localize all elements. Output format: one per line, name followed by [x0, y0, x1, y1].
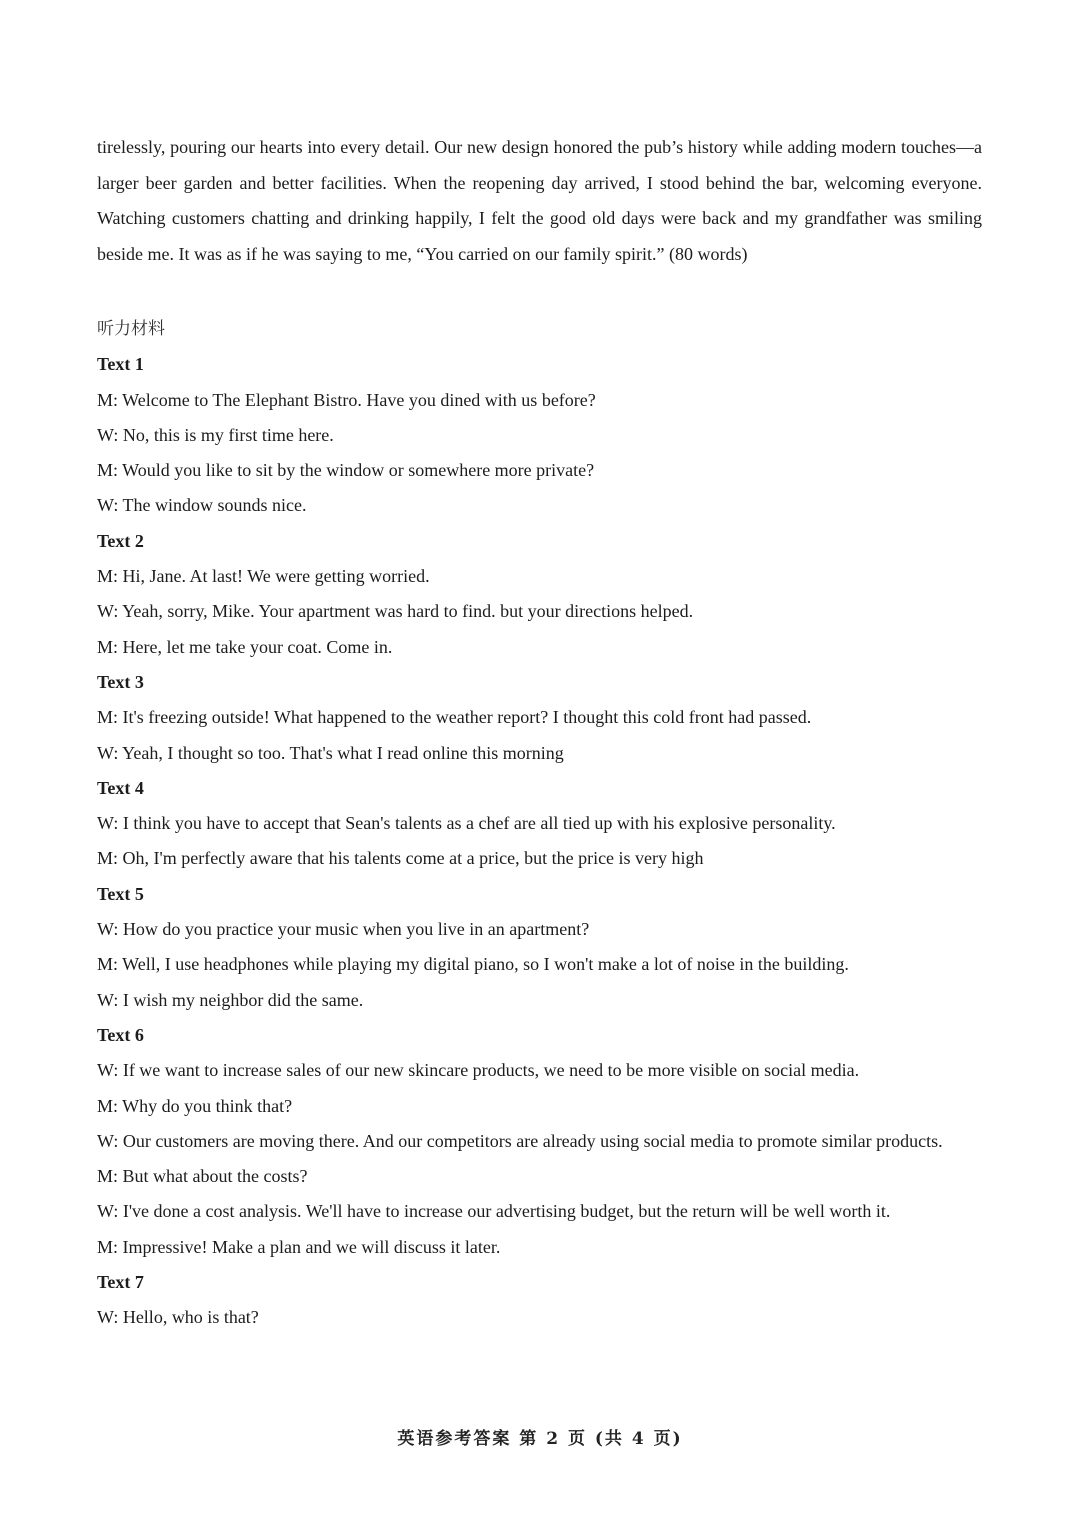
- text-heading: Text 6: [97, 1024, 144, 1045]
- text-heading: Text 4: [97, 777, 144, 798]
- transcript-line: M: Why do you think that?: [97, 1095, 293, 1116]
- transcript-line: W: I think you have to accept that Sean's talents as a chef are all tied up with his explosive personality.: [97, 813, 836, 834]
- transcript-line: M: Oh, I'm perfectly aware that his talents come at a price, but the price is very high: [97, 848, 704, 869]
- transcript-line: M: Would you like to sit by the window or somewhere more private?: [97, 460, 595, 481]
- transcript-line: M: Impressive! Make a plan and we will discuss it later.: [97, 1236, 501, 1257]
- text-heading: Text 7: [97, 1272, 144, 1293]
- transcript-line: W: If we want to increase sales of our new skincare products, we need to be more visible on social media.: [97, 1060, 860, 1081]
- transcript-line: W: I wish my neighbor did the same.: [97, 989, 364, 1010]
- transcript-line: W: The window sounds nice.: [97, 495, 307, 516]
- text-heading: Text 5: [97, 883, 144, 904]
- transcript-line: M: Here, let me take your coat. Come in.: [97, 636, 393, 657]
- transcript-line: M: Welcome to The Elephant Bistro. Have you dined with us before?: [97, 389, 596, 410]
- transcript-line: W: Our customers are moving there. And our competitors are already using social media to promote similar products.: [97, 1130, 943, 1151]
- transcript-line: M: Well, I use headphones while playing my digital piano, so I won't make a lot of noise in the building.: [97, 954, 849, 975]
- page-footer: 英语参考答案 第 2 页 (共 4 页): [397, 1429, 683, 1449]
- writing-sample-paragraph: tirelessly, pouring our hearts into every detail. Our new design honored the pub’s history while adding modern touches—a larger beer garden and better facilities. When the reopening day arrived, I stood behind the bar, welcoming everyone. Watching customers chatting and drinking happily, I felt the good old days were back and my grandfather was smiling beside me. It was as if he was saying to me, “You carried on our family spirit.” (80 words): [97, 137, 982, 264]
- listening-transcript: [97, 347, 982, 1335]
- transcript-line: W: Yeah, sorry, Mike. Your apartment was hard to find. but your directions helped.: [97, 601, 694, 622]
- transcript-line: W: Yeah, I thought so too. That's what I read online this morning: [97, 742, 564, 763]
- transcript-line: M: Hi, Jane. At last! We were getting worried.: [97, 566, 430, 587]
- text-heading: Text 1: [97, 354, 144, 375]
- listening-materials-title: 听力材料: [97, 319, 165, 339]
- transcript-line: W: I've done a cost analysis. We'll have to increase our advertising budget, but the return will be well worth it.: [97, 1201, 891, 1222]
- text-heading: Text 2: [97, 530, 144, 551]
- transcript-line: M: It's freezing outside! What happened to the weather report? I thought this cold front had passed.: [97, 707, 812, 728]
- transcript-line: M: But what about the costs?: [97, 1166, 308, 1187]
- answer-document: [97, 130, 982, 1336]
- transcript-line: W: How do you practice your music when you live in an apartment?: [97, 919, 590, 940]
- transcript-line: W: No, this is my first time here.: [97, 424, 334, 445]
- transcript-line: W: Hello, who is that?: [97, 1307, 259, 1328]
- text-heading: Text 3: [97, 671, 144, 692]
